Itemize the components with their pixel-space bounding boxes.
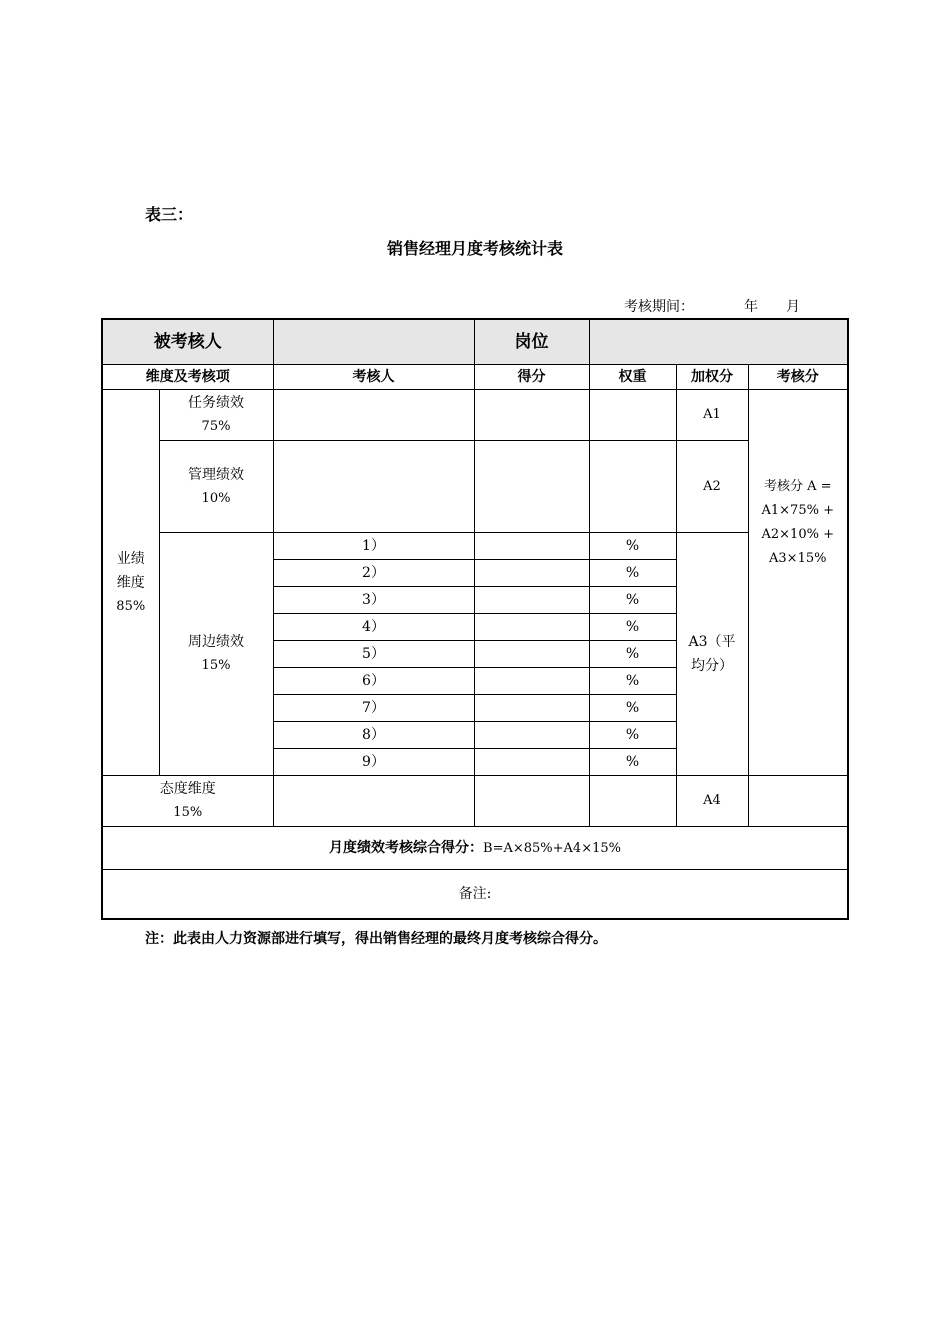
peripheral-weight[interactable]: % xyxy=(589,641,676,668)
formula-cell xyxy=(748,390,848,776)
peripheral-weight[interactable]: % xyxy=(589,614,676,641)
peripheral-score-input[interactable] xyxy=(474,614,589,641)
peripheral-weight[interactable]: % xyxy=(589,533,676,560)
examinee-label: 被考核人 xyxy=(102,319,273,365)
peripheral-weighted-line2: 均分） xyxy=(691,658,733,674)
task-score-input[interactable] xyxy=(474,390,589,441)
col-evaluator: 考核人 xyxy=(273,365,474,390)
evaluation-table xyxy=(101,318,849,920)
attitude-weight-input[interactable] xyxy=(589,776,676,827)
peripheral-weight[interactable]: % xyxy=(589,560,676,587)
peripheral-item[interactable]: 7） xyxy=(273,695,474,722)
task-weight-input[interactable] xyxy=(589,390,676,441)
table-label: 表三： xyxy=(145,205,194,224)
col-dimension: 维度及考核项 xyxy=(102,365,273,390)
attitude-name: 态度维度 xyxy=(159,781,216,797)
peripheral-name: 周边绩效 xyxy=(188,634,244,650)
peripheral-weighted-line1: A3（平 xyxy=(688,634,736,650)
task-name: 任务绩效 xyxy=(188,395,244,411)
peripheral-item[interactable]: 1） xyxy=(273,533,474,560)
performance-dim-pct: 85% xyxy=(116,598,146,614)
peripheral-pct: 15% xyxy=(201,658,231,673)
mgmt-pct: 10% xyxy=(201,490,231,506)
peripheral-score-input[interactable] xyxy=(474,641,589,668)
peripheral-item[interactable]: 3） xyxy=(273,587,474,614)
peripheral-weight[interactable]: % xyxy=(589,749,676,776)
mgmt-weight-input[interactable] xyxy=(589,441,676,533)
total-score-row xyxy=(102,827,848,870)
peripheral-score-input[interactable] xyxy=(474,668,589,695)
performance-dim-line2: 维度 xyxy=(116,574,145,591)
attitude-score-input[interactable] xyxy=(474,776,589,827)
col-weighted: 加权分 xyxy=(676,365,748,390)
mgmt-performance-cell xyxy=(159,441,273,533)
peripheral-item[interactable]: 4） xyxy=(273,614,474,641)
remarks-label: 备注: xyxy=(458,886,492,902)
mgmt-weighted: A2 xyxy=(676,441,748,533)
peripheral-performance-cell xyxy=(159,533,273,776)
period-month: 月 xyxy=(786,299,800,315)
task-pct: 75% xyxy=(201,419,231,434)
peripheral-score-input[interactable] xyxy=(474,533,589,560)
peripheral-score-input[interactable] xyxy=(474,560,589,587)
col-score: 得分 xyxy=(474,365,589,390)
task-performance-cell xyxy=(159,390,273,441)
peripheral-score-input[interactable] xyxy=(474,722,589,749)
remarks-row[interactable] xyxy=(102,870,848,920)
col-final: 考核分 xyxy=(748,365,848,390)
formula-line: 考核分 A = xyxy=(763,478,832,494)
peripheral-item[interactable]: 8） xyxy=(273,722,474,749)
position-label: 岗位 xyxy=(474,319,589,365)
attitude-final-input[interactable] xyxy=(748,776,848,827)
task-weighted: A1 xyxy=(676,390,748,441)
peripheral-item[interactable]: 6） xyxy=(273,668,474,695)
examinee-input[interactable] xyxy=(273,319,474,365)
peripheral-weight[interactable]: % xyxy=(589,668,676,695)
footnote: 注：此表由人力资源部进行填写，得出销售经理的最终月度考核综合得分。 xyxy=(145,931,607,947)
period-label: 考核期间： xyxy=(624,299,694,315)
mgmt-evaluator-input[interactable] xyxy=(273,441,474,533)
attitude-dimension-cell xyxy=(102,776,273,827)
peripheral-score-input[interactable] xyxy=(474,695,589,722)
mgmt-name: 管理绩效 xyxy=(188,466,244,483)
period-year: 年 xyxy=(744,299,758,315)
performance-dimension-cell xyxy=(102,390,159,776)
position-input[interactable] xyxy=(589,319,848,365)
col-weight: 权重 xyxy=(589,365,676,390)
peripheral-score-input[interactable] xyxy=(474,749,589,776)
attitude-evaluator-input[interactable] xyxy=(273,776,474,827)
peripheral-weight[interactable]: % xyxy=(589,722,676,749)
formula-line: A3×15% xyxy=(769,550,827,566)
peripheral-weight[interactable]: % xyxy=(589,587,676,614)
mgmt-score-input[interactable] xyxy=(474,441,589,533)
peripheral-item[interactable]: 2） xyxy=(273,560,474,587)
peripheral-weight[interactable]: % xyxy=(589,695,676,722)
total-label: 月度绩效考核综合得分： xyxy=(329,839,484,856)
page-title: 销售经理月度考核统计表 xyxy=(386,239,563,258)
formula-line: A1×75% + xyxy=(761,502,834,518)
peripheral-item[interactable]: 9） xyxy=(273,749,474,776)
performance-dim-line1: 业绩 xyxy=(116,550,145,567)
attitude-pct: 15% xyxy=(173,805,203,820)
total-formula: B=A×85%+A4×15% xyxy=(483,840,621,856)
attitude-weighted: A4 xyxy=(676,776,748,827)
period-line xyxy=(624,296,800,316)
peripheral-item[interactable]: 5） xyxy=(273,641,474,668)
task-evaluator-input[interactable] xyxy=(273,390,474,441)
formula-line: A2×10% + xyxy=(761,526,834,542)
peripheral-weighted xyxy=(676,533,748,776)
peripheral-score-input[interactable] xyxy=(474,587,589,614)
